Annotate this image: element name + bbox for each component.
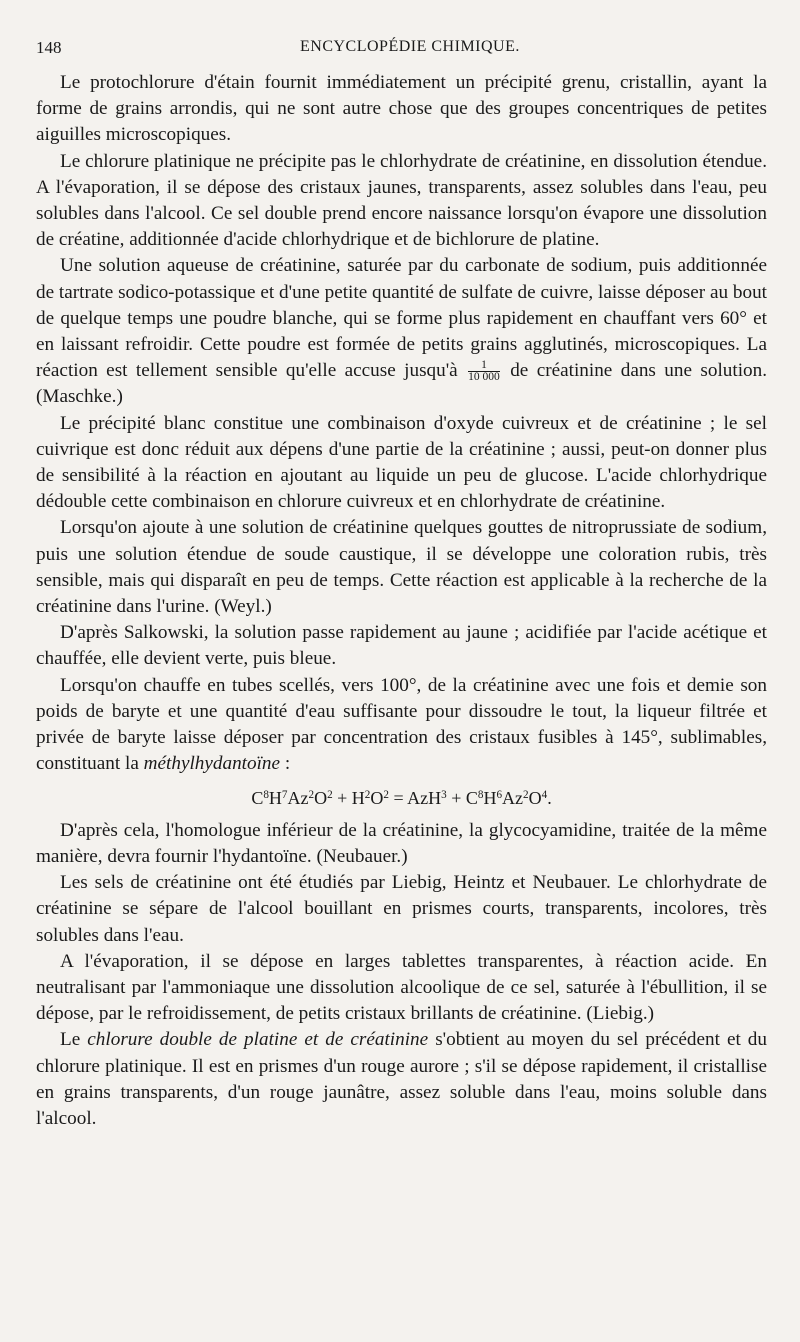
formula-superscript: 2 [364,789,371,802]
formula-superscript: 3 [441,789,447,802]
page-header [36,38,764,62]
formula-superscript: 2 [327,789,333,802]
formula-term: H [483,788,497,809]
paragraph-7-text-a: Lorsqu'on chauffe en tubes scellés, vers 100°, de la créatinine avec une fois et demie son poids de baryte et une quantité d'eau suffisante pour dissoudre le tout, la liqueur filtrée et privée de baryte laisse déposer par concentration des cristaux fusibles à 145°, sublimables, constituant la [36,674,767,775]
formula-term: H [351,788,365,809]
formula-period: . [547,788,552,809]
paragraph-9: Les sels de créatinine ont été étudiés par Liebig, Heintz et Neubauer. Le chlorhydrate de créatinine se sépare de l'alcool bouillant en prismes courts, transparents, incolores, très solubles dans l'eau. [36,872,767,946]
formula-operator: + [332,788,352,809]
fraction-numerator: 1 [468,360,500,373]
paragraph-11 [36,1027,767,1132]
paragraph-6: D'après Salkowski, la solution passe rapidement au jaune ; acidifiée par l'acide acétique et chauffée, elle devient verte, puis bleue. [36,622,767,670]
formula-superscript: 8 [263,789,269,802]
formula-term: O [370,788,384,809]
formula-superscript: 7 [281,789,288,802]
formula-superscript: 4 [541,789,548,802]
paragraph-11-text-a: Le [60,1029,81,1051]
formula-term: H [268,788,282,809]
paragraph-11-emphasis: chlorure double de platine et de créatinine [87,1029,429,1051]
formula-superscript: 2 [308,789,315,802]
paragraph-1: Le protochlorure d'étain fournit immédiatement un précipité grenu, cristallin, ayant la forme de grains arrondis, qui ne sont autre chose que des groupes concentriques de petites aiguilles microscopiques. [36,72,767,146]
formula-operator: = [388,788,408,809]
formula-term: C [251,788,264,809]
formula-term: O [314,788,328,809]
running-head: ENCYCLOPÉDIE CHIMIQUE. [300,38,520,55]
formula-term: O [528,788,542,809]
formula-term: Az [287,788,309,809]
chemical-equation [36,785,767,811]
formula-superscript: 2 [383,789,389,802]
fraction-denominator: 10 000 [468,371,500,384]
body-text [36,70,767,1132]
formula-term: Az [502,788,524,809]
paragraph-11-text-b: s'obtient au moyen du sel précédent et du chlorure platinique. Il est en prismes d'un rouge aurore ; s'il se dépose rapidement, il cristallise en grains transparents, d'un rouge jaunâtre, assez soluble dans l'eau, moins soluble dans l'alcool. [36,1029,767,1129]
paragraph-2: Le chlorure platinique ne précipite pas le chlorhydrate de créatinine, en dissolution étendue. A l'évaporation, il se dépose des cristaux jaunes, transparents, assez solubles dans l'eau, peu solubles dans l'alcool. Ce sel double prend encore naissance lorsqu'on évapore une dissolution de créatine, additionnée d'acide chlorhydrique et de bichlorure de platine. [36,150,767,251]
paragraph-10: A l'évaporation, il se dépose en larges tablettes transparentes, à réaction acide. En neutralisant par l'ammoniaque une dissolution alcoolique de ce sel, saturée à l'ébullition, il se dépose, par le refroidissement, de petits cristaux brillants de créatinine. (Liebig.) [36,950,767,1025]
paragraph-3 [36,253,767,410]
page-number: 148 [36,38,62,57]
paragraph-7-text-b: : [284,753,291,775]
formula-term: AzH [407,788,442,809]
fraction [468,360,500,384]
formula-superscript: 2 [523,789,529,802]
paragraph-3-text-b: de créatinine dans une solution. (Maschke.) [36,360,768,408]
paragraph-5: Lorsqu'on ajoute à une solution de créatinine quelques gouttes de nitroprussiate de sodium, puis une solution étendue de soude caustique, il se développe une coloration rubis, très sensible, mais qui disparaît en peu de temps. Cette réaction est applicable à la recherche de la créatinine dans l'urine. (Weyl.) [36,517,767,618]
paragraph-7 [36,673,767,778]
formula-superscript: 8 [477,789,484,802]
formula-term: C [465,788,478,809]
paragraph-4: Le précipité blanc constitue une combinaison d'oxyde cuivreux et de créatinine ; le sel cuivrique est donc réduit aux dépens d'une partie de la créatinine ; aussi, peut-on donner plus de sensibilité à la réaction en ajoutant au liquide un peu de glucose. L'acide chlorhydrique dédouble cette combinaison en chlorure cuivreux et en chlorhydrate de créatinine. [36,412,767,513]
paragraph-8: D'après cela, l'homologue inférieur de la créatinine, la glycocyamidine, traitée de la même manière, devra fournir l'hydantoïne. (Neubauer.) [36,819,767,867]
paragraph-7-emphasis: méthylhydantoïne [143,753,281,775]
paragraph-3-text-a: Une solution aqueuse de créatinine, saturée par du carbonate de sodium, puis additionnée de tartrate sodico-potassique et d'une petite quantité de sulfate de cuivre, laisse déposer au bout de quelque temps une poudre blanche, qui se forme plus rapidement en chauffant vers 60° et en laissant refroidir. Cette poudre est formée de petits grains agglutinés, microscopiques. La réaction est tellement sensible qu'elle accuse jusqu'à [36,255,767,382]
formula-operator: + [446,788,466,809]
formula-superscript: 6 [496,789,503,802]
